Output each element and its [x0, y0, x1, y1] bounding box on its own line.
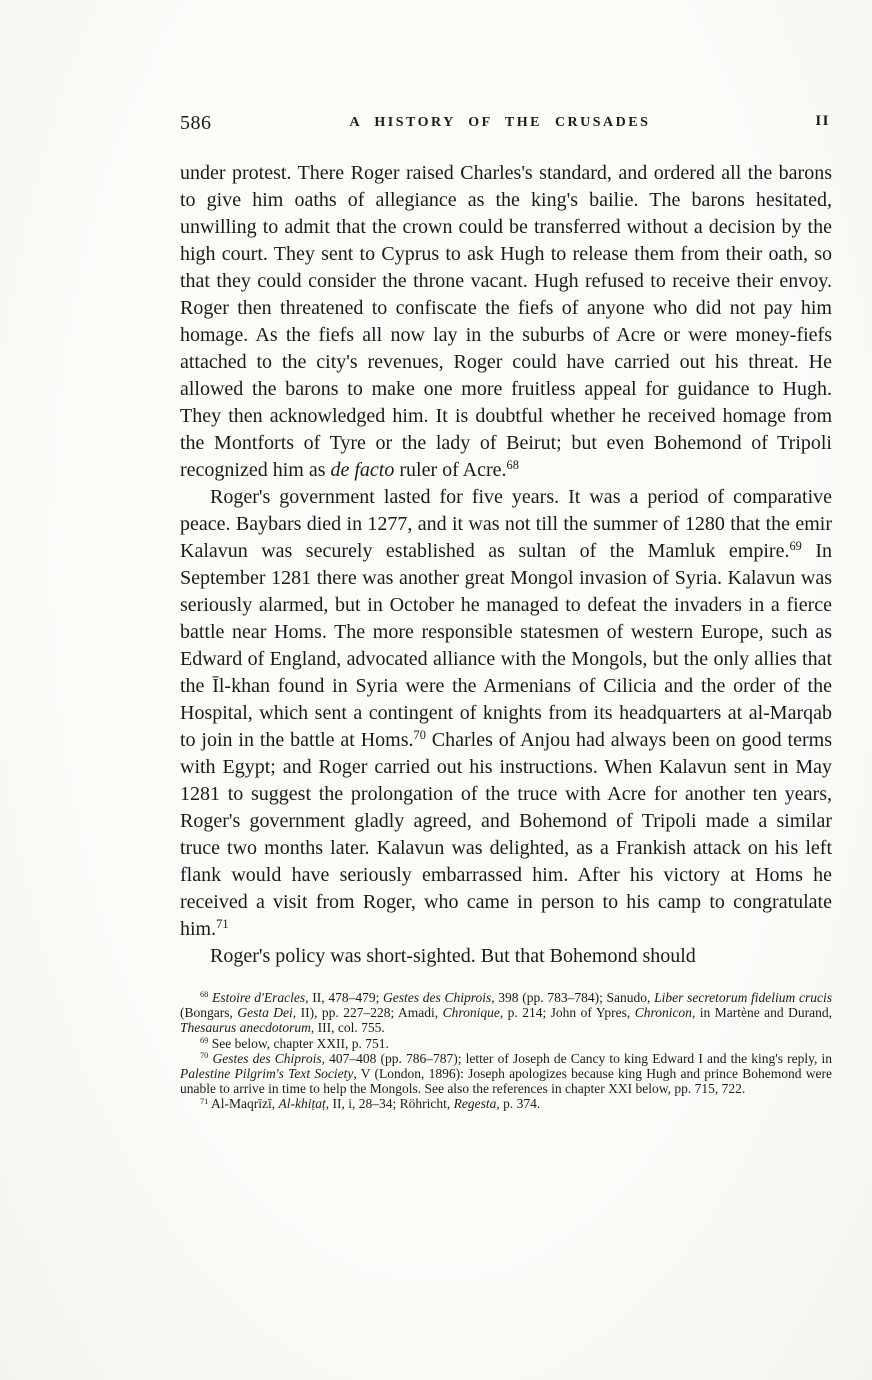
volume-number: II: [815, 113, 830, 129]
footnote: [180, 1036, 832, 1051]
text-segment: , III, col. 755.: [310, 1020, 385, 1036]
page-header: [180, 112, 832, 134]
running-title: A HISTORY OF THE CRUSADES: [349, 115, 651, 130]
text-segment: Al-Maqrīzī,: [208, 1096, 279, 1112]
text-segment: , V (London, 1896): Joseph apologizes because king Hugh and prince Bohemond were unable to arrive in time to help the Mongols. See also the references in chapter XXI below, pp. 715, 722.: [180, 1066, 832, 1097]
text-segment: Estoire d'Eracles: [212, 990, 306, 1005]
text-segment: , II, 478–479;: [305, 990, 384, 1005]
footnote: [180, 1051, 832, 1097]
text-segment: Gesta Dei: [237, 1005, 293, 1021]
text-segment: Roger's policy was short-sighted. But that Bohemond should: [210, 945, 696, 967]
footnote-marker: 70: [413, 728, 426, 743]
footnote-marker: 69: [789, 539, 802, 554]
footnote-marker: 69: [200, 1036, 209, 1046]
footnote-marker: 70: [200, 1051, 209, 1061]
text-segment: , 398 (pp. 783–784); Sanudo,: [491, 990, 655, 1005]
text-segment: Liber secretorum fidelium crucis: [654, 990, 832, 1005]
footnote-marker: 71: [216, 917, 229, 932]
text-segment: Regesta: [453, 1096, 497, 1112]
text-segment: , p. 374.: [496, 1096, 541, 1112]
text-segment: Chronique: [442, 1005, 500, 1021]
text-segment: (Bongars,: [180, 1005, 238, 1021]
paragraph: [180, 160, 832, 484]
text-segment: Chronicon: [634, 1005, 692, 1021]
text-segment: See below, chapter XXII, p. 751.: [208, 1035, 389, 1051]
text-block: [180, 112, 832, 1112]
text-segment: , II), pp. 227–228; Amadi,: [292, 1005, 443, 1021]
text-segment: Thesaurus anecdotorum: [180, 1020, 311, 1036]
footnote-marker: 68: [200, 990, 209, 1000]
text-segment: , p. 214; John of Ypres,: [499, 1005, 635, 1021]
footnotes-section: [180, 990, 832, 1112]
footnote-marker: 68: [506, 458, 519, 473]
text-segment: Charles of Anjou had always been on good terms with Egypt; and Roger carried out his instructions. When Kalavun sent in May 1281 to suggest the prolongation of the truce with Acre for another ten years, Roger's government gladly agreed, and Bohemond of Tripoli made a similar truce two months later. Kalavun was delighted, as a Frankish attack on his left flank would have seriously embarrassed him. After his victory at Homs he received a visit from Roger, who came in person to his camp to congratulate him.: [180, 729, 832, 940]
text-segment: , 407–408 (pp. 786–787); letter of Joseph de Cancy to king Edward I and the king's reply, in: [321, 1050, 833, 1066]
text-segment: Palestine Pilgrim's Text Society: [180, 1066, 354, 1082]
text-segment: , II, i, 28–34; Röhricht,: [325, 1096, 454, 1112]
footnote: [180, 990, 832, 1036]
footnote: [180, 1096, 832, 1111]
text-segment: de facto: [330, 459, 395, 481]
text-segment: Al-khiṭaṭ: [278, 1096, 326, 1112]
paragraph: [180, 484, 832, 943]
text-segment: Roger's government lasted for five years. It was a period of comparative peace. Baybars died in 1277, and it was not till the summer of 1280 that the emir Kalavun was securely established as sultan of the Mamluk empire.: [180, 486, 832, 562]
paragraph: [180, 943, 832, 970]
page-number: 586: [180, 112, 212, 134]
text-segment: under protest. There Roger raised Charles's standard, and ordered all the barons to give him oaths of allegiance as the king's bailie. The barons hesitated, unwilling to admit that the crown could be transferred without a decision by the high court. They sent to Cyprus to ask Hugh to release them from their oath, so that they could consider the throne vacant. Hugh refused to receive their envoy. Roger then threatened to confiscate the fiefs of anyone who did not pay him homage. As the fiefs all now lay in the suburbs of Acre or were money-fiefs attached to the city's revenues, Roger could have carried out his threat. He allowed the barons to make one more fruitless appeal for guidance to Hugh. They then acknowledged him. It is doubtful whether he received homage from the Montforts of Tyre or the lady of Beirut; but even Bohemond of Tripoli recognized him as: [180, 162, 832, 481]
text-segment: In September 1281 there was another great Mongol invasion of Syria. Kalavun was seriously alarmed, but in October he managed to defeat the invaders in a fierce battle near Homs. The more responsible statesmen of western Europe, such as Edward of England, advocated alliance with the Mongols, but the only allies that the Īl-khan found in Syria were the Armenians of Cilicia and the order of the Hospital, which sent a contingent of knights from its headquarters at al-Marqab to join in the battle at Homs.: [180, 540, 832, 751]
text-segment: ruler of Acre.: [394, 459, 507, 481]
text-segment: Gestes des Chiprois: [383, 990, 492, 1005]
text-segment: , in Martène and Durand,: [691, 1005, 832, 1021]
footnote-marker: 71: [200, 1096, 209, 1106]
text-segment: Gestes des Chiprois: [212, 1050, 322, 1066]
body-text: [180, 160, 832, 970]
